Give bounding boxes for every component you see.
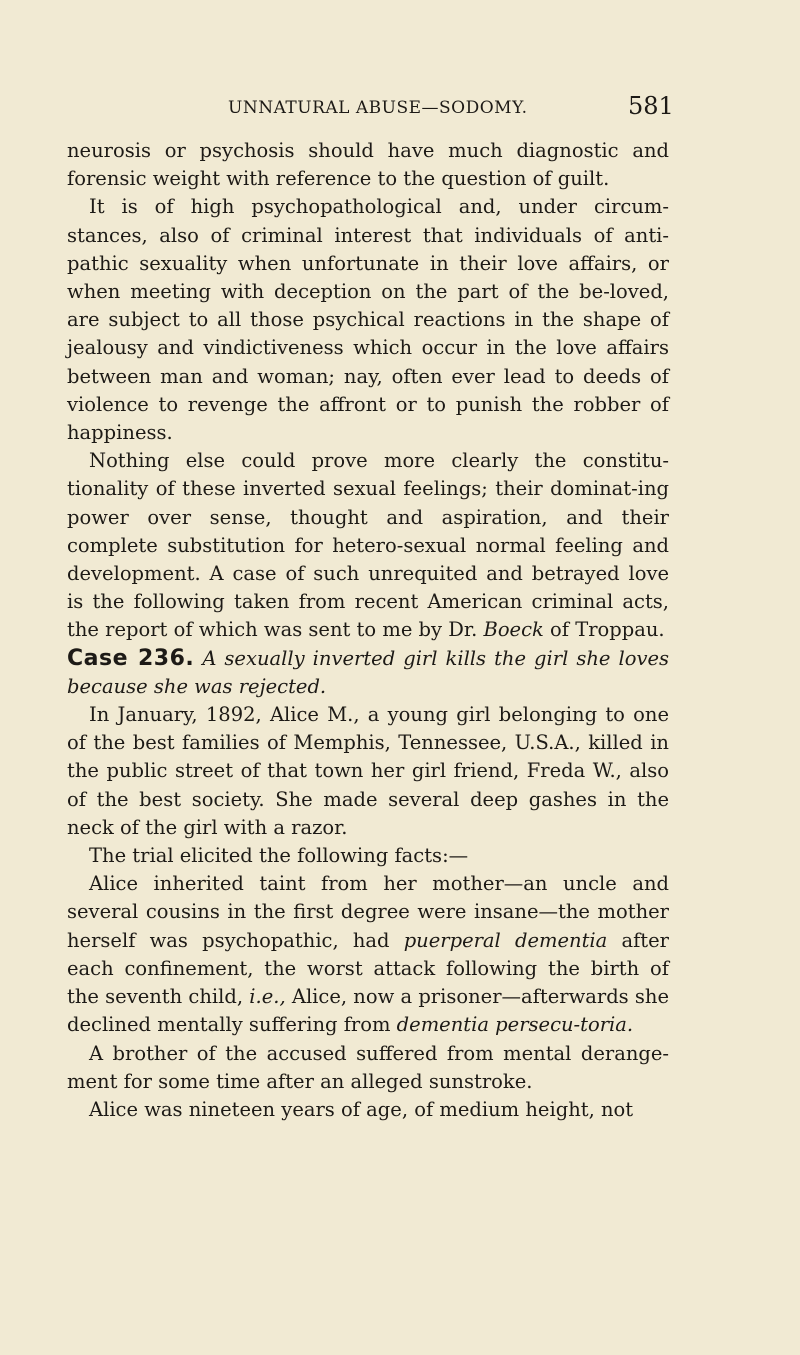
paragraph bbox=[67, 447, 669, 644]
running-head: UNNATURAL ABUSE—SODOMY. bbox=[228, 98, 528, 118]
paragraph: In January, 1892, Alice M., a young girl belonging to one of the best families of Memphis, Tennessee, U.S.A., killed in the public street of that town her girl friend, Freda W., also of the best society. She made several deep gashes in the neck of the girl with a razor. bbox=[67, 703, 669, 839]
case-number: Case 236. bbox=[67, 645, 195, 671]
emphasis: puerperal dementia bbox=[403, 928, 608, 952]
paragraph-text: Alice inherited taint from her mother—an uncle and several cousins in the first degree were insane—the mother herself was psychopathic, had bbox=[67, 872, 669, 952]
author-name: Boeck bbox=[483, 618, 544, 642]
paragraph-text: Nothing else could prove more clearly the constitu-tionality of these inverted sexual feelings; their dominat-ing power over sense, thought and aspiration, and their complete substitution for hetero-sexual normal feeling and development. A case of such unrequited and betrayed love is the following taken from recent American criminal acts, the report of which was sent to me by Dr. bbox=[67, 449, 669, 642]
page-header bbox=[0, 92, 800, 122]
paragraph: It is of high psychopathological and, under circum-stances, also of criminal interest that individuals of anti-pathic sexuality when unfortunate in their love affairs, or when meeting with deception on the part of the be-loved, are subject to all those psychical reactions in the shape of jealousy and vindictiveness which occur in the love affairs between man and woman; nay, often ever lead to deeds of violence to revenge the affront or to punish the robber of happiness. bbox=[67, 195, 669, 445]
paragraph bbox=[67, 870, 669, 1039]
case-title: A sexually inverted girl kills the girl she loves because she was rejected. bbox=[67, 646, 670, 698]
emphasis: i.e., bbox=[249, 985, 286, 1009]
paragraph-text: of Troppau. bbox=[550, 618, 665, 642]
paragraph: A brother of the accused suffered from mental derange-ment for some time after an alleged sunstroke. bbox=[67, 1041, 669, 1093]
paragraph: The trial elicited the following facts:— bbox=[89, 844, 469, 868]
page-number: 581 bbox=[628, 92, 674, 120]
paragraph-text: after each confinement, the worst attack following the birth of the seventh child, bbox=[67, 928, 669, 1009]
body-text bbox=[67, 137, 669, 1124]
paragraph: neurosis or psychosis should have much diagnostic and forensic weight with reference to the question of guilt. bbox=[67, 139, 669, 191]
case-heading bbox=[67, 645, 669, 701]
paragraph-text: Alice, now a prisoner—afterwards she declined mentally suffering from bbox=[67, 985, 670, 1037]
emphasis: dementia persecu-toria. bbox=[396, 1013, 634, 1037]
paragraph: Alice was nineteen years of age, of medium height, not bbox=[89, 1097, 634, 1121]
